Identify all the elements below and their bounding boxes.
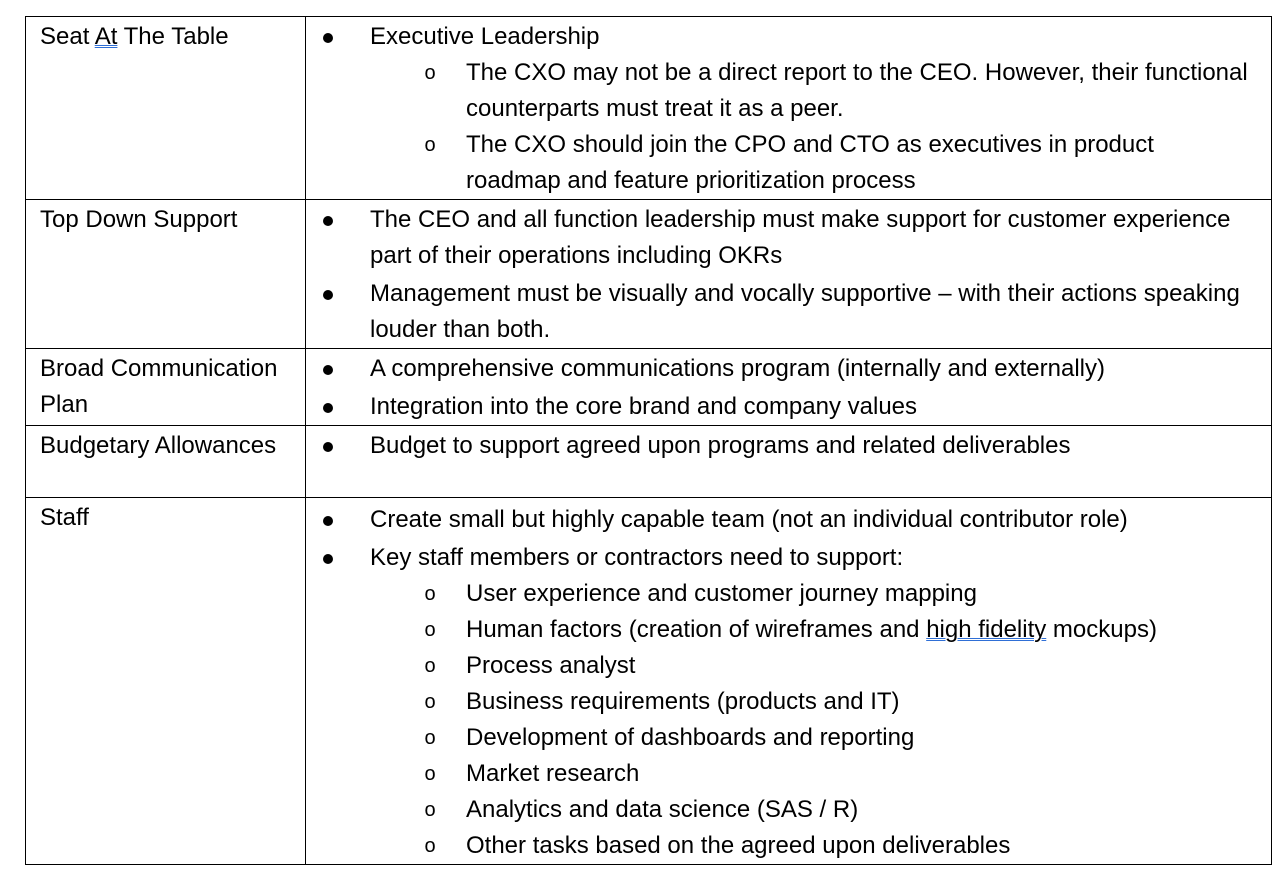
sub-bullet-item: o Other tasks based on the agreed upon deliverables [370,828,1251,864]
row-label: Top Down Support [40,206,238,233]
bullet-item: A comprehensive communications program (internally and externally) [306,351,1251,387]
sub-bullet-item: o Business requirements (products and IT) [370,684,1251,720]
row-content-cell [306,349,1272,426]
bullet-dot-icon [323,403,333,413]
row-label-cell [26,200,306,349]
hollow-circle-icon: o [424,763,436,785]
bullet-item: Integration into the core brand and company values [306,389,1251,425]
sub-bullet-item: o The CXO may not be a direct report to the CEO. However, their functional counterparts must treat it as a peer. [370,55,1251,127]
row-label-cell [26,349,306,426]
bullet-list [306,202,1251,348]
table-row [26,17,1272,200]
sub-bullet-item: o The CXO should join the CPO and CTO as executives in product roadmap and feature prioritization process [370,127,1251,199]
requirements-table [25,16,1272,865]
row-label-cell [26,426,306,498]
bullet-list [306,502,1251,864]
row-content-cell [306,426,1272,498]
table-row [26,426,1272,498]
hollow-circle-icon: o [424,835,436,857]
bullet-list [306,19,1251,199]
bullet-dot-icon [323,290,333,300]
row-label-cell [26,498,306,865]
bullet-dot-icon [323,442,333,452]
row-label: Staff [40,504,89,531]
row-content-cell [306,498,1272,865]
sub-bullet-item: o Human factors (creation of wireframes and high fidelity mockups) [370,612,1251,648]
bullet-item: Budget to support agreed upon programs and related deliverables [306,428,1251,464]
sub-bullet-item: o Market research [370,756,1251,792]
bullet-item: Create small but highly capable team (not an individual contributor role) [306,502,1251,538]
bullet-list [306,351,1251,425]
sub-bullet-item: o Development of dashboards and reporting [370,720,1251,756]
sub-bullet-item: o User experience and customer journey mapping [370,576,1251,612]
spellcheck-underline: high fidelity [926,616,1047,643]
bullet-item: Executive Leadership o The CXO may not be a direct report to the CEO. However, their functional counterparts must treat it as a peer. o The CXO should join the CPO and CTO as executives in product roadmap and feature prioritization process [306,19,1251,199]
hollow-circle-icon: o [424,583,436,605]
bullet-item: Key staff members or contractors need to support: o User experience and customer journey mapping o Human factors (creation of wireframes and high fidelity mockups) o Process analyst o Business requirements (products and IT) o Development of dashboards and reporting o Market research o Analytics and data science (SAS / R) o Other tasks based on the agreed upon deliverables [306,540,1251,864]
spellcheck-underline: At [94,23,118,50]
hollow-circle-icon: o [424,799,436,821]
hollow-circle-icon: o [424,655,436,677]
row-label: Seat At The Table [40,23,229,50]
hollow-circle-icon: o [424,134,436,156]
hollow-circle-icon: o [424,727,436,749]
table-row [26,498,1272,865]
table-row [26,200,1272,349]
bullet-dot-icon [323,554,333,564]
row-label: Budgetary Allowances [40,432,277,459]
bullet-list [306,428,1251,464]
row-content-cell [306,17,1272,200]
hollow-circle-icon: o [424,691,436,713]
bullet-item: The CEO and all function leadership must make support for customer experience part of their operations including OKRs [306,202,1251,274]
row-label-cell [26,17,306,200]
bullet-dot-icon [323,365,333,375]
row-label: Broad Communication Plan [40,355,278,418]
bullet-item: Management must be visually and vocally supportive – with their actions speaking louder than both. [306,276,1251,348]
sub-bullet-list [370,576,1251,864]
bullet-dot-icon [323,33,333,43]
row-content-cell [306,200,1272,349]
hollow-circle-icon: o [424,62,436,84]
bullet-dot-icon [323,216,333,226]
bullet-dot-icon [323,516,333,526]
hollow-circle-icon: o [424,619,436,641]
table-row [26,349,1272,426]
sub-bullet-item: o Analytics and data science (SAS / R) [370,792,1251,828]
sub-bullet-list [370,55,1251,199]
sub-bullet-item: o Process analyst [370,648,1251,684]
